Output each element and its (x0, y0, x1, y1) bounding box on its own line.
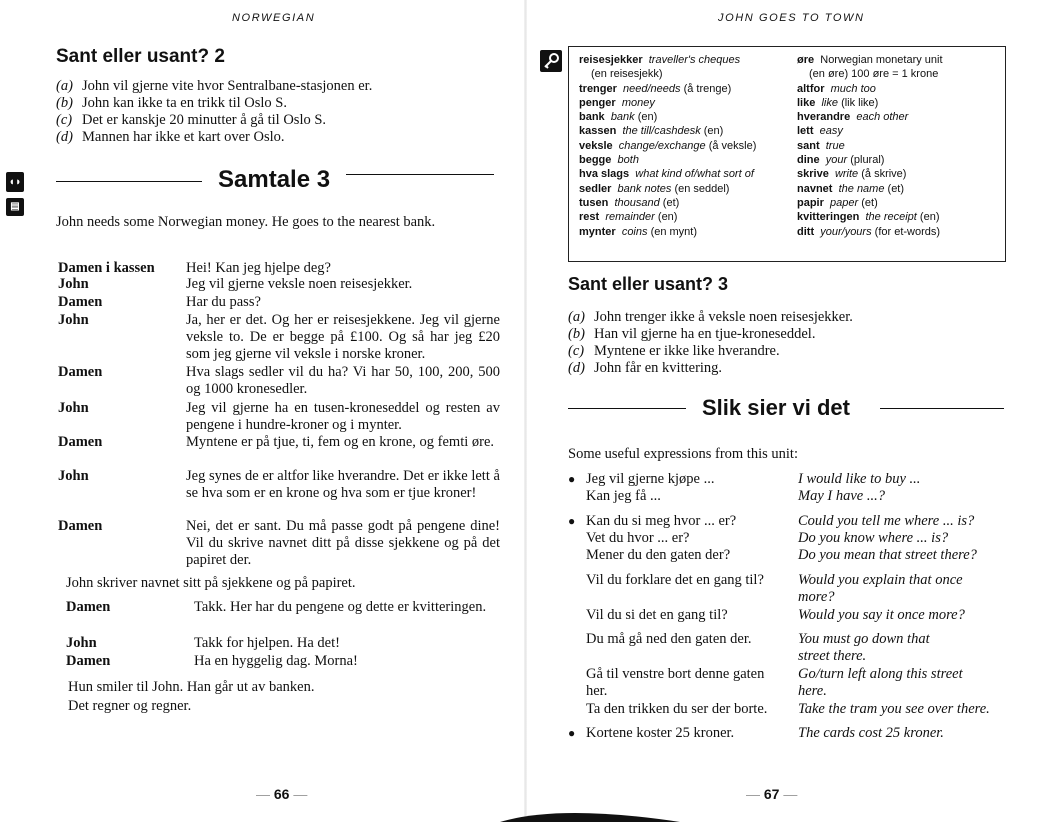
vocab-entry: sant true (797, 139, 845, 152)
line-text: Myntene er på tjue, ti, fem og en krone, og femti øre. (186, 434, 495, 450)
samtale-title: Samtale 3 (218, 166, 331, 193)
section-rule-left (568, 408, 686, 409)
vocab-entry: veksle change/exchange (å veksle) (579, 139, 757, 152)
vocab-entry: kassen the till/cashdesk (en) (579, 125, 724, 138)
vocab-entry: hverandre each other (797, 111, 909, 124)
list-item: (c) Det er kanskje 20 minutter å gå til Oslo S. (56, 112, 327, 128)
vocab-entry: hva slags what kind of/what sort of (579, 168, 754, 181)
vocab-column-left (579, 53, 789, 239)
vocab-entry: mynter coins (en mynt) (579, 225, 698, 238)
speaker: Damen (58, 434, 103, 450)
vocab-entry: reisesjekker traveller's cheques (579, 54, 741, 66)
narration: John skriver navnet sitt på sjekkene og på papiret. (66, 575, 356, 591)
audio-icon: ◖◗ (6, 172, 24, 192)
speaker: Damen (66, 653, 111, 669)
vocab-column-right (797, 53, 1001, 239)
speaker: Damen (58, 364, 103, 380)
list-item: (b) Han vil gjerne ha en tjue-kroneseddel. (568, 326, 816, 342)
sant-list-2 (56, 78, 372, 146)
vocab-entry: (en øre) 100 øre = 1 krone (809, 68, 939, 81)
vocab-entry: like like (lik like) (797, 96, 879, 109)
vocab-entry: (en reisesjekk) (591, 68, 663, 81)
samtale-intro: John needs some Norwegian money. He goes to the nearest bank. (56, 214, 436, 230)
vocab-entry: navnet the name (et) (797, 182, 905, 195)
vocab-entry: begge both (579, 154, 639, 167)
sant-title-2: Sant eller usant? 2 (56, 46, 225, 67)
running-head-right: JOHN GOES TO TOWN (718, 12, 865, 24)
vocab-entry: rest remainder (en) (579, 211, 678, 224)
sant-title-3: Sant eller usant? 3 (568, 274, 729, 294)
vocab-entry: sedler bank notes (en seddel) (579, 182, 730, 195)
speaker: John (58, 312, 89, 328)
speaker: Damen (58, 518, 103, 534)
line-text: Ha en hyggelig dag. Morna! (194, 653, 358, 669)
slik-intro: Some useful expressions from this unit: (568, 446, 798, 462)
vocab-entry: tusen thousand (et) (579, 196, 680, 209)
line-text: Nei, det er sant. Du må passe godt på pengene dine! Vil du skrive navnet ditt på disse sjekkene og på det papiret der. (186, 518, 500, 568)
line-text: Takk for hjelpen. Ha det! (194, 635, 340, 651)
vocab-entry: dine your (plural) (797, 154, 885, 167)
list-item: (a) John trenger ikke å veksle noen reisesjekker. (568, 309, 853, 325)
speaker: John (58, 276, 89, 292)
list-item: (a) John vil gjerne vite hvor Sentralbane-stasjonen er. (56, 78, 373, 94)
speaker: John (58, 400, 89, 416)
narration: Det regner og regner. (68, 698, 192, 714)
right-page: JOHN GOES TO TOWN reisesjekker traveller's cheques (en reisesjekk) trenger need/needs (å trenge) penger money bank bank (en) kassen the till/cashdesk (en) veksle change/exchange (å veksle) begge both hva slags what kind of/what sort of sedler bank notes (en seddel) tusen thousand (et) rest remainder (en) mynter coins (en mynt) øre Norwegian monetary unit (en øre) 100 øre = 1 krone altfor much too like like (lik like) hverandre each other lett easy sant true dine your (plural) skrive write (å skrive) navnet the name (et) papir paper (et) kvitteringen the receipt (en) ditt your/yours (for et-words) Sant eller usant? 3 (a) John trenger ikke å veksle noen reisesjekker. (b) Han vil gjerne ha en tjue-kroneseddel. (c) Myntene er ikke like hverandre. (d) John får en kvittering. Slik sier vi det Some useful expressions from this unit: ● Jeg vil gjerne kjøpe ... I would like to buy ... Kan jeg få ... May I have ...? ● Kan du si meg hvor ... er? Could you tell me where ... is? Vet du hvor ... er? Do you know where ... is? Mener du den gaten der? Do you mean that street there? Vil du forklare det en gang til? Would you explain that once more? Vil du si det en gang til? Would you say it once more? Du må gå ned den gaten der. You must go down that street there. Gå til venstre bort denne gaten her. Go/turn left along this street here. Ta den trikken du ser der borte. Take the tram you see over there. ● Kortene koster 25 kroner. The cards cost 25 kroner. — 67 — (526, 0, 1052, 822)
sant-list-3 (568, 309, 853, 377)
speaker: Damen (66, 599, 111, 615)
key-icon (540, 50, 562, 72)
line-text: Jeg vil gjerne ha en tusen-kroneseddel og resten av pengene i hundre-kroner og i mynter. (186, 400, 500, 433)
vocab-entry: papir paper (et) (797, 196, 878, 209)
binding-shadow (500, 800, 680, 822)
section-rule-left (56, 181, 202, 182)
vocab-entry: skrive write (å skrive) (797, 168, 907, 181)
list-item: (d) John får en kvittering. (568, 360, 723, 376)
line-text: Jeg synes de er altfor like hverandre. Det er ikke lett å se hva som er en krone og hva som er tjue kroner! (186, 468, 500, 501)
section-rule-right (880, 408, 1004, 409)
vocab-entry: lett easy (797, 125, 843, 138)
vocab-entry: ditt your/yours (for et-words) (797, 225, 941, 238)
page-number-left: — 66 — (256, 786, 308, 802)
list-item: (c) Myntene er ikke like hverandre. (568, 343, 780, 359)
list-item: (d) Mannen har ikke et kart over Oslo. (56, 129, 285, 145)
section-rule-right (346, 174, 494, 175)
vocab-entry: penger money (579, 96, 655, 109)
line-text: Hei! Kan jeg hjelpe deg? (186, 260, 331, 276)
line-text: Takk. Her har du pengene og dette er kvitteringen. (194, 599, 487, 615)
vocabulary-box (568, 46, 1006, 262)
line-text: Ja, her er det. Og her er reisesjekkene. Jeg vil gjerne veksle to. De er begge på £100. Og så har jeg £20 som jeg gjerne vil veksle i norske kroner. (186, 312, 500, 362)
book-icon: ▤ (6, 198, 24, 216)
speaker: John (66, 635, 97, 651)
vocab-entry: altfor much too (797, 82, 876, 95)
vocab-entry: øre Norwegian monetary unit (797, 54, 943, 66)
speaker: Damen i kassen (58, 260, 155, 276)
line-text: Hva slags sedler vil du ha? Vi har 50, 100, 200, 500 og 1000 kronesedler. (186, 364, 500, 397)
running-head-left: NORWEGIAN (232, 12, 316, 24)
speaker: John (58, 468, 89, 484)
vocab-entry: kvitteringen the receipt (en) (797, 211, 940, 224)
vocab-entry: trenger need/needs (å trenge) (579, 82, 732, 95)
speaker: Damen (58, 294, 103, 310)
page-number-right: — 67 — (746, 786, 798, 802)
list-item: (b) John kan ikke ta en trikk til Oslo S. (56, 95, 287, 111)
slik-title: Slik sier vi det (702, 395, 850, 420)
line-text: Jeg vil gjerne veksle noen reisesjekker. (186, 276, 413, 292)
narration: Hun smiler til John. Han går ut av banken. (68, 679, 315, 695)
vocab-entry: bank bank (en) (579, 111, 658, 124)
line-text: Har du pass? (186, 294, 261, 310)
